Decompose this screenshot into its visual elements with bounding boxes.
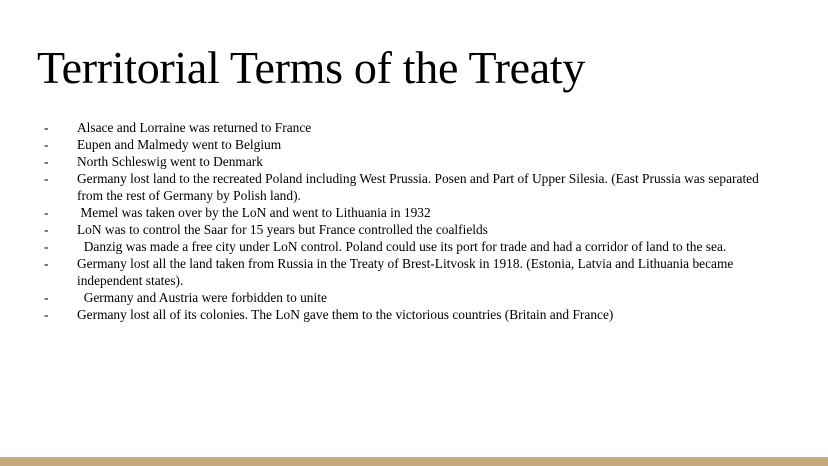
slide-title: Territorial Terms of the Treaty bbox=[37, 42, 586, 93]
bullet-text: Memel was taken over by the LoN and went to Lithuania in 1932 bbox=[77, 205, 431, 220]
bullet-text: LoN was to control the Saar for 15 years but France controlled the coalfields bbox=[77, 222, 488, 237]
bullet-dash: - bbox=[44, 171, 49, 186]
bullet-text: Alsace and Lorraine was returned to France bbox=[77, 120, 312, 135]
bullet-text: Danzig was made a free city under LoN control. Poland could use its port for trade and had a corridor of land to the sea. bbox=[77, 239, 727, 254]
list-item bbox=[44, 153, 784, 170]
list-item bbox=[44, 289, 784, 306]
bullet-dash: - bbox=[44, 205, 49, 220]
bullet-dash: - bbox=[44, 256, 49, 271]
bullet-dash: - bbox=[44, 120, 49, 135]
list-item bbox=[44, 306, 784, 323]
list-item bbox=[44, 119, 784, 136]
bullet-dash: - bbox=[44, 290, 49, 305]
accent-bar bbox=[0, 457, 828, 466]
bullet-dash: - bbox=[44, 137, 49, 152]
bullet-dash: - bbox=[44, 154, 49, 169]
bullet-text: Germany lost land to the recreated Poland including West Prussia. Posen and Part of Upper Silesia. (East Prussia was separated from the rest of Germany by Polish land). bbox=[77, 171, 759, 203]
bullet-text: North Schleswig went to Denmark bbox=[77, 154, 263, 169]
list-item bbox=[44, 255, 784, 289]
bullet-text: Germany and Austria were forbidden to unite bbox=[77, 290, 327, 305]
list-item bbox=[44, 204, 784, 221]
bullet-dash: - bbox=[44, 239, 49, 254]
bullet-dash: - bbox=[44, 222, 49, 237]
list-item bbox=[44, 238, 784, 255]
list-item bbox=[44, 170, 784, 204]
list-item bbox=[44, 136, 784, 153]
bullet-text: Germany lost all the land taken from Russia in the Treaty of Brest-Litvosk in 1918. (Estonia, Latvia and Lithuania became independent states). bbox=[77, 256, 734, 288]
bullet-text: Eupen and Malmedy went to Belgium bbox=[77, 137, 282, 152]
bullet-list bbox=[44, 119, 784, 323]
bullet-text: Germany lost all of its colonies. The LoN gave them to the victorious countries (Britain and France) bbox=[77, 307, 614, 322]
bullet-dash: - bbox=[44, 307, 49, 322]
list-item bbox=[44, 221, 784, 238]
